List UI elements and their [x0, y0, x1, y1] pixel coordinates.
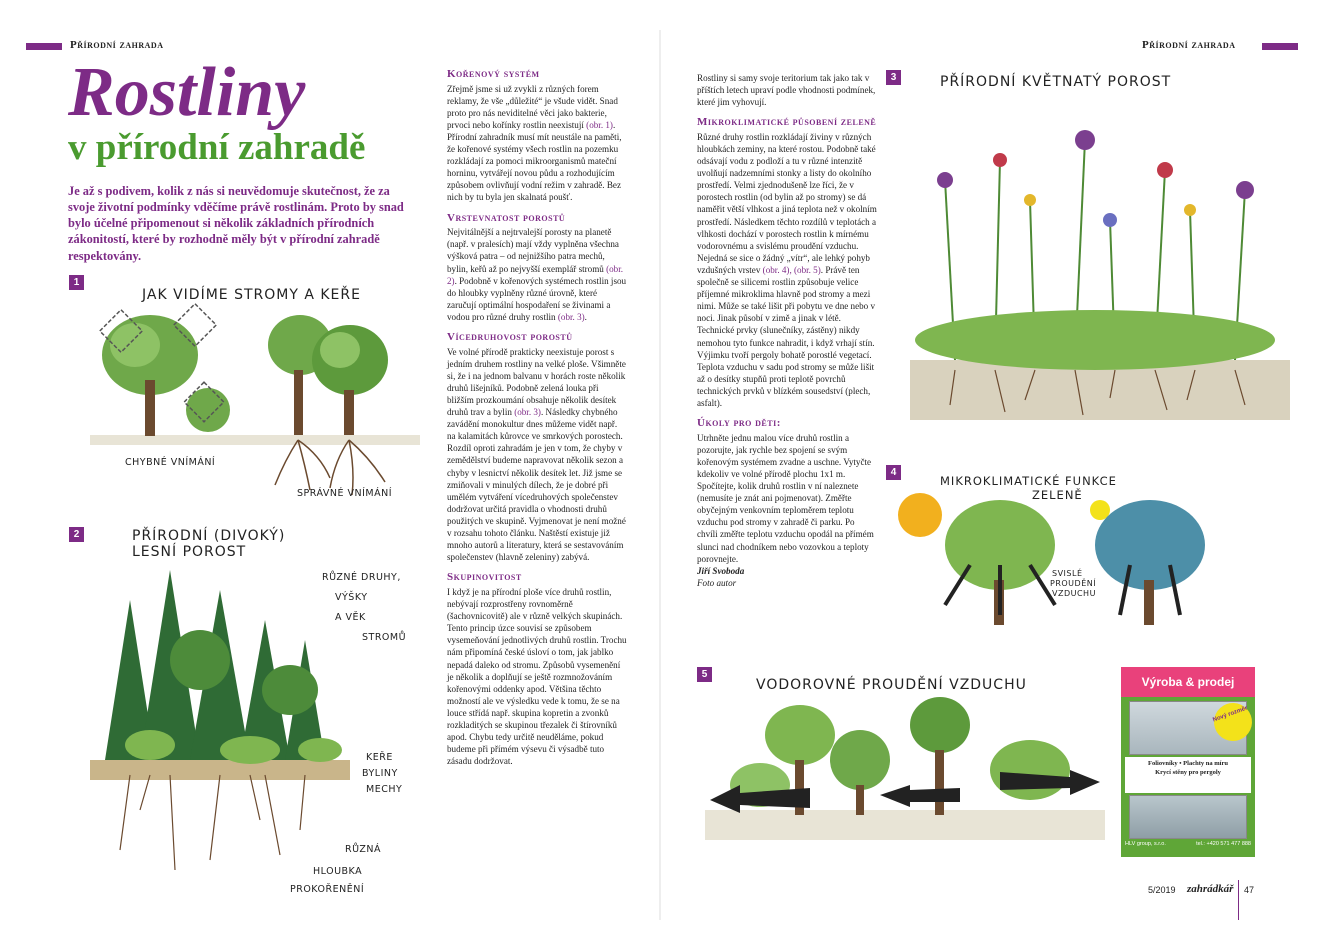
paragraph-continuation: Rostliny si samy svoje teritorium tak jako tak v příštích letech upraví podle vhodnosti podmínek, které jim vyhovují.: [697, 73, 876, 108]
advertisement[interactable]: [1121, 667, 1255, 857]
heading-grouping: Skupinovitost: [447, 571, 522, 584]
paragraph-microclimate: Různé druhy rostlin rozkládají živiny v různých hloubkách zeminy, na které rostou. Podobně také odsávají vodu z podloží a tu v různé intenzitě uvolňují nadzemními stonky a listy do okolního prostředí. Velmi zjednodušeně lze říci, že v porostech rostlin (od bylin až po stromy) se dá naměřit větší vlhkost a jiná teplota než v okolním prostředí. Následkem těchto rozdílů v teplotách a vlhkosti dochází v porostech rostlin k mírnému vodorovnému a svislému proudění vzduchu. Nejedná se sice o žádný „vítr“, ale lehký pohyb vzdušných vrstev (obr. 4), (obr. 5). Právě ten společně se silicemi rostlin způsobuje velice příjemné mikroklima hlavně pod stromy a mezi nimi. Může se také lišit při pobytu ve dne nebo v noci. Jinak působí v zimě a jinak v létě. Technické prvky (slunečníky, zástěny) nikdy nemohou tyto funkce nahradit, i když vrhají stín. Výjimku tvoří pergoly bohatě porostlé vegetací. Teplota vzduchu v sadu pod stromy se může lišit až o desítky stupňů proti teplotě povrchů technických prvků v blízkém sousedství (plech, asfalt).: [697, 131, 877, 408]
figure-2-title-line1: PŘÍRODNÍ (DIVOKÝ): [132, 528, 286, 544]
ad-line-2: Krycí stěny pro pergoly: [1155, 768, 1221, 776]
figure-2-label-species-4: STROMŮ: [362, 632, 407, 643]
text-column-2: [697, 72, 877, 589]
page-number: 47: [1244, 885, 1255, 895]
figure-3-illustration: [905, 100, 1295, 430]
figure-4-title-line1: MIKROKLIMATICKÉ FUNKCE: [940, 474, 1117, 488]
figure-5-number: 5: [697, 667, 712, 682]
figure-2-title-line2: LESNÍ POROST: [132, 544, 247, 560]
ad-line-1: Foliovníky • Plachty na míru: [1148, 760, 1228, 767]
ad-badge: Nový rozměr: [1209, 698, 1258, 747]
figure-3-number: 3: [886, 70, 901, 85]
paragraph-root-system: Zřejmě jsme si už zvykli z různých forem reklamy, že vše „důležité“ je všude vidět. Snad proto pro nás neviditelné věci jako bakterie, prvoci nebo kořínky rostlin neexistují (obr. 1). Přírodní zahradník musí mít neustále na paměti, že kořenové systémy všech rostlin na pozemku rozkládají za pomoci mikroorganismů mateční horninu, vytvářejí novou půdu a rozhodujícím způsobem ovlivňují vodní režim v zahradě. Bez nich by tu byla jen skalnatá poušť.: [447, 83, 622, 203]
figure-4-label-2: PROUDĚNÍ: [1050, 579, 1097, 588]
paragraph-kids-tasks: Utrhněte jednu malou více druhů rostlin a pozorujte, jak rychle bez spojení se svým kořenovým systémem zvadne a uschne. Vytyčte kdekoliv ve volné přírodě plochu 1x1 m. Spočítejte, kolik druhů rostlin v ní naleznete (nemusíte je znát ani pojmenovat). Změřte obyčejným venkovním teploměrem teplotu vzduchu pod stromy v zahradě či parku. Po chvíli změřte teplotu vzduchu opodál na přímém slunci nad chodníkem nebo vozovkou a teploty porovnejte.: [697, 432, 874, 564]
figure-2-label-shrubs-3: MECHY: [366, 784, 403, 795]
figure-2-illustration: [90, 560, 420, 890]
author-name: Jiří Svoboda: [697, 565, 745, 576]
figure-1-illustration: [90, 300, 420, 510]
issue-number: 5/2019: [1148, 885, 1176, 895]
ad-products: [1125, 757, 1251, 793]
figure-5-title: VODOROVNÉ PROUDĚNÍ VZDUCHU: [756, 677, 1027, 693]
figure-ref[interactable]: (obr. 3): [557, 311, 585, 322]
magazine-name: zahrádkář: [1187, 883, 1234, 895]
figure-3-title: PŘÍRODNÍ KVĚTNATÝ POROST: [940, 74, 1172, 90]
figure-ref[interactable]: (obr. 3): [514, 407, 541, 418]
figure-1-title: JAK VIDÍME STROMY A KEŘE: [142, 287, 361, 303]
pergola-image: [1129, 795, 1247, 839]
section-bar-right: [1262, 43, 1298, 50]
figure-2-label-species-3: A VĚK: [335, 612, 366, 623]
footer-divider: [1238, 880, 1239, 920]
figure-1-caption-right: SPRÁVNÉ VNÍMÁNÍ: [297, 488, 393, 499]
figure-4-title-line2: ZELENĚ: [1032, 488, 1083, 502]
figure-ref[interactable]: (obr. 1): [586, 119, 613, 130]
section-label-right: Přírodní zahrada: [1142, 39, 1236, 51]
article-subtitle: v přírodní zahradě: [68, 127, 366, 168]
section-bar-left: [26, 43, 62, 50]
figure-4-illustration: [890, 485, 1290, 635]
figure-2-label-shrubs-2: BYLINY: [362, 768, 398, 779]
figure-ref[interactable]: (obr. 2): [447, 263, 624, 286]
ad-headline: Výroba & prodej: [1121, 667, 1255, 697]
section-label-left: Přírodní zahrada: [70, 39, 164, 51]
figure-1-caption-wrong: CHYBNÉ VNÍMÁNÍ: [125, 457, 216, 468]
heading-layering: Vrstevnatost porostů: [447, 211, 566, 224]
figure-2-label-species-2: VÝŠKY: [335, 592, 368, 603]
figure-5-illustration: [700, 690, 1110, 850]
article-title: Rostliny: [68, 54, 306, 131]
figure-ref[interactable]: (obr. 4), (obr. 5): [762, 264, 821, 275]
heading-diversity: Vícedruhovost porostů: [447, 330, 573, 343]
figure-4-label-3: VZDUCHU: [1052, 589, 1096, 598]
paragraph-diversity: Ve volné přírodě prakticky neexistuje porost s jedním druhem rostliny na velké ploše. Všimněte si, že i na jednom balvanu v horách roste několik druhů lišejníků. Podobně zelená louka při bližším prozkoumání obsahuje několik desítek druhů trav a bylin (obr. 3). Následky chybného zavádění monokultur dnes můžeme vidět např. na kalamitách kůrovce ve smrkových porostech. Rozdíl oproti zahradám je jen v tom, že chyby v zemědělství budeme napravovat několik sezon a chyby v lesnictví několik desítek let. Již jsme se zmiňovali v minulých dílech, že je dobré při umělém vytváření vícedruhových společenstev dodržovat určitá pravidla o vhodnosti druhů použitých ve skupině. Vyjmenovat je není možné v rozsahu tohoto článku. Naštěstí existuje již mnoho autorů a literatury, která se sestavováním společenstev (hlavně zeleniny) zabývá.: [447, 346, 626, 563]
figure-4-label-1: SVISLÉ: [1052, 569, 1083, 578]
heading-kids-tasks: Úkoly pro děti:: [697, 417, 781, 430]
figure-2-label-shrubs-1: KEŘE: [366, 752, 393, 763]
article-lead: Je až s podivem, kolik z nás si neuvědomuje skutečnost, že za svoje životní podmínky vděčíme právě rostlinám. Proto by snad bylo účelné připomenout si několik základních přírodních zákonitostí, které by rozhodně měly být v přírodní zahradě respektovány.: [68, 184, 404, 263]
figure-2-label-species-1: RŮZNÉ DRUHY,: [322, 572, 401, 583]
figure-1-number: 1: [69, 275, 84, 290]
heading-root-system: Kořenový systém: [447, 68, 540, 80]
page-gutter: [659, 30, 661, 920]
figure-2-label-roots-2: HLOUBKA: [313, 866, 363, 877]
figure-2-label-roots-1: RŮZNÁ: [345, 844, 382, 855]
heading-microclimate: Mikroklimatické působení zeleně: [697, 116, 877, 129]
figure-2-number: 2: [69, 527, 84, 542]
figure-4-number: 4: [886, 465, 901, 480]
ad-company: HLV group, s.r.o.: [1125, 841, 1166, 847]
paragraph-layering: Nejvitálnější a nejtrvalejší porosty na planetě (např. v pralesích) mají vždy vyplněna všechna výšková patra – od nejnižšího patra mechů, bylin, keřů až po nejvyšší exemplář stromů (obr. 2). Podobně v kořenových systémech rostlin jsou do hloubky vyplněny různé úrovně, které zaručují optimální hospodaření se živinami a vodou pro různé druhy rostlin (obr. 3).: [447, 227, 627, 322]
ad-phone: tel.: +420 571 477 888: [1196, 841, 1251, 847]
paragraph-grouping: I když je na přírodní ploše více druhů rostlin, nebývají rozprostřeny rovnoměrně (šachovnicovitě) ale v různě velkých skupinách. Tento princip úzce souvisí se způsobem vysemeňování jednotlivých druhů rostlin. Trochu nám připomíná české úsloví o tom, jak jablko nepadá daleko od stromu. Způsobů vysemenění je několik a doplňují se ještě rozmnožováním kořenovými oddenky apod. Většina těchto možností ale ve výsledku vede k tomu, že se na louce střídá např. skupina kopretin a zvonků rozkladitých se skupinou třezalek či štírovníků apod. Chybu tedy určitě neuděláme, pokud budeme při přímém výsevu či výsadbě tuto zásadu dodržovat.: [447, 586, 627, 767]
figure-2-label-roots-3: PROKOŘENĚNÍ: [290, 884, 365, 895]
text-column-1: [447, 68, 627, 767]
photo-credit: Foto autor: [697, 577, 737, 588]
